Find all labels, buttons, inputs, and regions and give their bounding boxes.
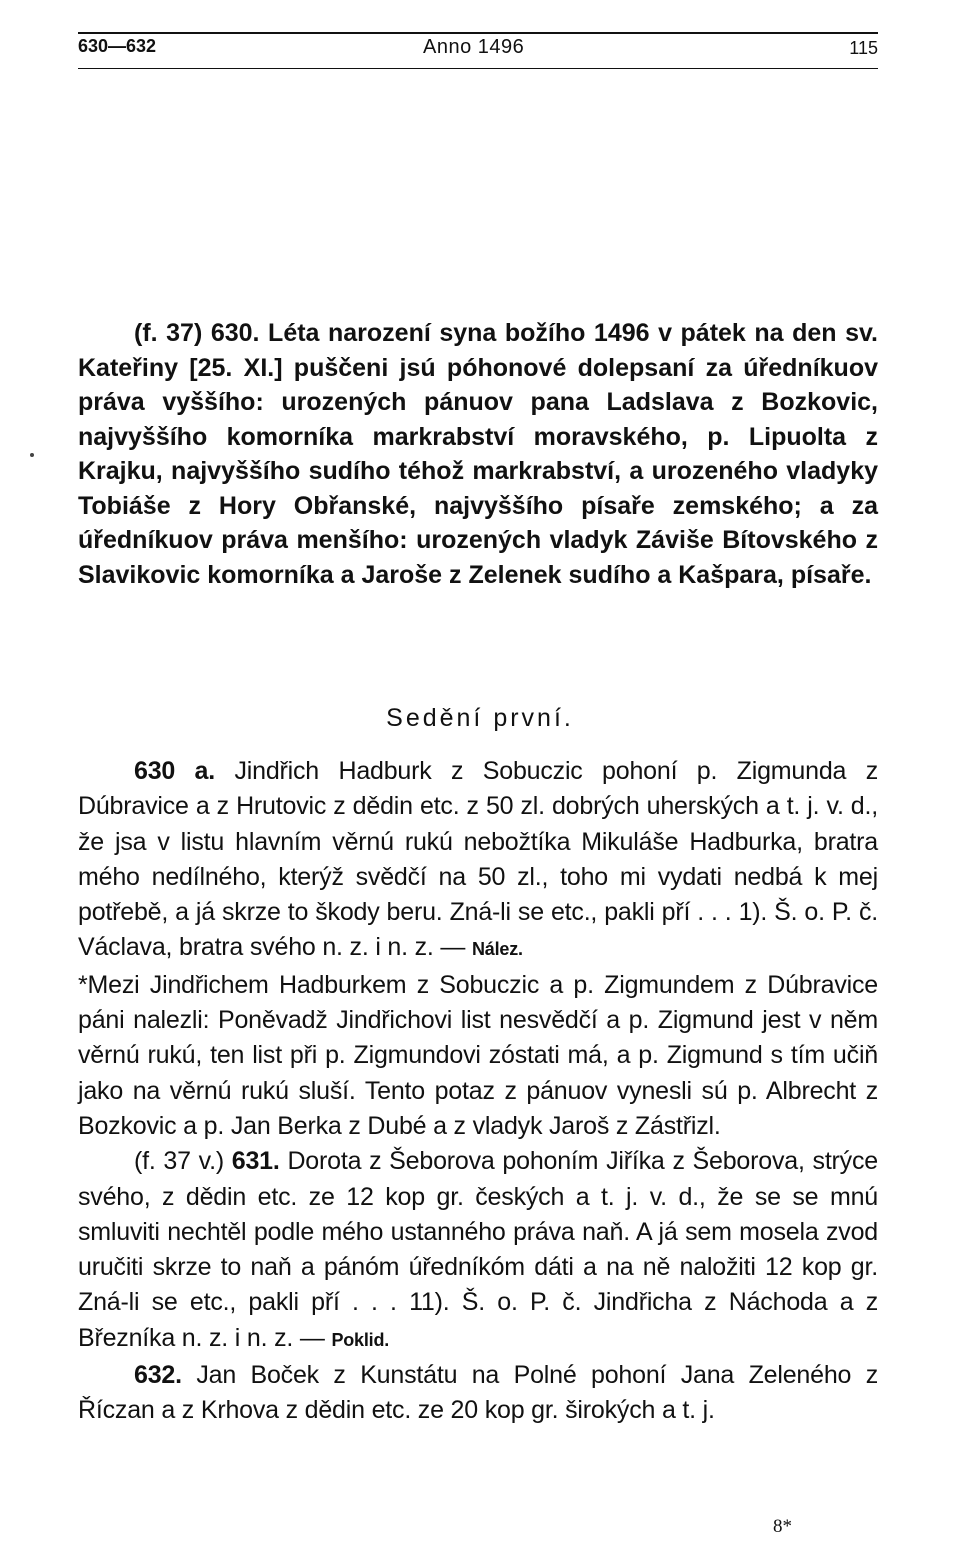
intro-entry-number: 630. <box>210 319 260 347</box>
header-top-rule <box>78 32 878 34</box>
intro-folio: (f. 37) <box>134 319 203 347</box>
signature-mark: 8* <box>773 1516 792 1537</box>
header-year: Anno 1496 <box>423 36 525 58</box>
intro-paragraph <box>78 316 878 592</box>
entry-630a <box>78 754 878 968</box>
entry-text: Jan Boček z Kunstátu na Polné pohoní Jana Zeleného z Říczan a z Krhova z dědin etc. ze 20 kop gr. širokých a t. j. <box>78 1361 878 1425</box>
entry-verdict: Nález. <box>471 939 523 960</box>
header-bottom-rule <box>78 68 878 69</box>
entry-folio: (f. 37 v.) <box>134 1147 224 1176</box>
entry-number: 632. <box>134 1361 182 1390</box>
entry-text: *Mezi Jindřichem Hadburkem z Sobuczic a p. Zigmundem z Dúbravice páni nalezli: Poněvadž Jindřichovi list nesvědčí a p. Zigmund jest v něm věrnú rukú, ten list při p. Zigmundovi zóstati má, a p. Zigmund s tím učiň jako na věrnú rukú sluší. Tento potaz z pánuov vynesli sú p. Albrecht z Bozkovic a p. Jan Berka z Dubé a z vladyk Jaroš z Zástřizl. <box>78 970 878 1140</box>
intro-text: Léta narození syna božího 1496 v pátek na den sv. Kateřiny [25. XI.] puščeni jsú póhonové dolepsaní za úředníkuov práva vyššího: urozených pánuov pana Ladslava z Bozkovic, najvyššího komorníka markrabství moravského, p. Lipuolta z Krajku, najvyššího sudího téhož markrabství, a urozeného vladyky Tobiáše z Hory Obřanské, najvyššího písaře zemského; a za úředníkuov práva menšího: urozených vladyk Záviše Bítovského z Slavikovic komorníka a Jaroše z Zelenek sudího a Kašpara, písaře. <box>78 319 878 589</box>
entry-number: 631. <box>231 1147 280 1176</box>
entry-text: Jindřich Hadburk z Sobuczic pohoní p. Zigmunda z Dúbravice a z Hrutovic z dědin etc. z 50 zl. dobrých uherských a t. j. v. d., že jsa v listu hlavním věrnú rukú nebožtíka Mikuláše Hadburka, bratra mého nedílného, kterýž svědčí na 50 zl., toho mi vydati nedbá k mej potřebě, a já skrze to škody beru. Zná-li se etc., pakli pří . . . 1). Š. o. P. č. Václava, bratra svého n. z. i n. z. — <box>78 757 878 962</box>
section-heading: Sedění první. <box>386 704 574 732</box>
entry-632 <box>78 1358 878 1429</box>
running-header <box>78 32 878 66</box>
entries-body <box>78 754 878 1429</box>
entry-text: Dorota z Šeborova pohoním Jiříka z Šeborova, strýce svého, z dědin etc. ze 12 kop gr. českých a t. j. v. d., že se se mnú smluviti nechtěl podle mého ustanného práva naň. A já sem mosela zvod uručiti skrze to naň a pánóm úředníkóm dáti a na ně naložiti 12 kop gr. Zná-li se etc., pakli pří . . . 11). Š. o. P. č. Jindřicha z Náchoda a z Březníka n. z. i n. z. — <box>78 1147 878 1352</box>
entry-number: 630 a. <box>134 757 216 785</box>
entry-630a-finding <box>78 968 878 1144</box>
margin-dot <box>30 453 34 457</box>
entry-631 <box>78 1144 878 1358</box>
header-page-number: 115 <box>849 38 878 58</box>
entry-verdict: Poklid. <box>331 1329 390 1350</box>
header-entries-range: 630—632 <box>78 36 157 56</box>
